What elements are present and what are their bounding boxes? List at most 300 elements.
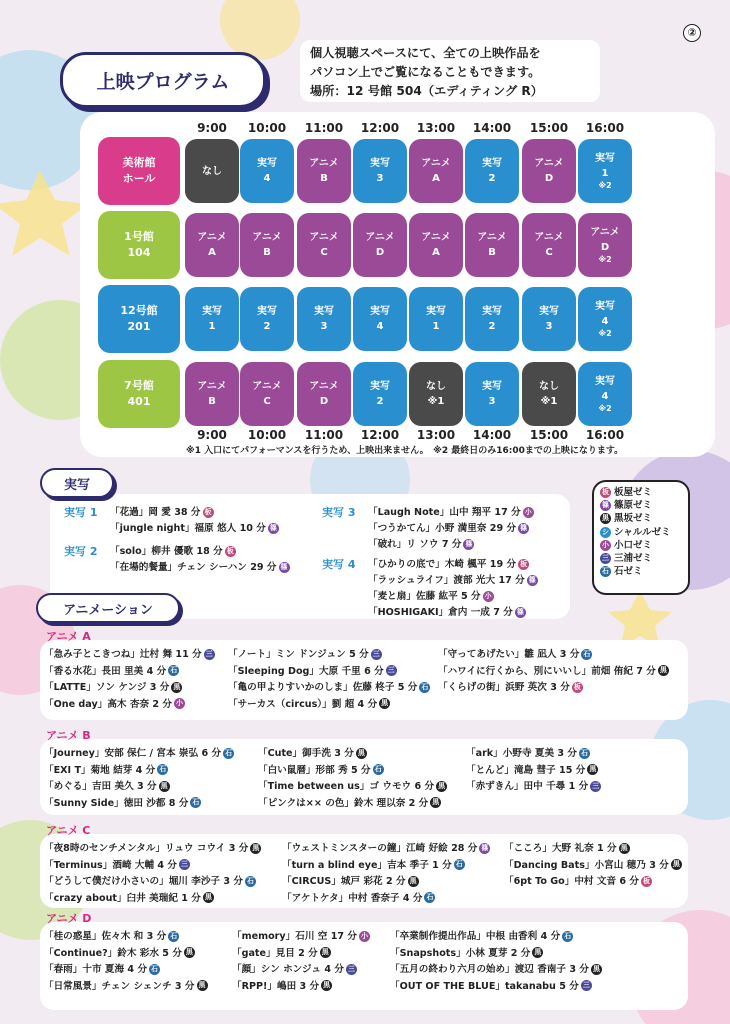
anime-entry bbox=[44, 795, 201, 809]
notice-line: パソコン上でご覧になることもできます。 bbox=[310, 65, 541, 79]
seminar-badge: 三 bbox=[347, 964, 355, 973]
cell-program: A bbox=[432, 247, 440, 258]
cell-type: 実写 bbox=[426, 306, 446, 317]
anime-entry bbox=[466, 745, 590, 759]
hour-label-bottom: 9:00 bbox=[197, 428, 227, 442]
anime-entry bbox=[44, 679, 182, 693]
seminar-badge: シ bbox=[602, 527, 609, 536]
cell-type: アニメ bbox=[590, 227, 620, 238]
schedule-cell bbox=[185, 287, 239, 351]
jissha-entry bbox=[368, 520, 529, 534]
schedule-cell bbox=[297, 362, 351, 426]
entry-title: 「日常風景」チェン シェンチ 3 分 bbox=[44, 980, 195, 992]
entry-title: 「くらげの街」浜野 英次 3 分 bbox=[438, 682, 570, 693]
seminar-badge: 三 bbox=[582, 981, 590, 989]
cell-type: アニメ bbox=[252, 232, 282, 243]
schedule-cell bbox=[465, 139, 519, 203]
entry-title: 「つうかてん」小野 満里奈 29 分 bbox=[368, 523, 517, 534]
cell-type: アニメ bbox=[421, 232, 451, 243]
seminar-badge: 黒 bbox=[160, 781, 168, 790]
cell-program: D bbox=[319, 396, 329, 407]
schedule-cell bbox=[185, 213, 239, 277]
jissha-entry bbox=[368, 536, 474, 550]
anime-entry bbox=[232, 928, 370, 942]
seminar-badge: 石 bbox=[581, 748, 589, 757]
cell-program: 4 bbox=[601, 316, 609, 327]
entry-title: 「顔」シン ホンジュ 4 分 bbox=[232, 964, 344, 975]
seminar-badge: 小 bbox=[524, 507, 532, 516]
venue-label bbox=[98, 360, 180, 428]
jissha-entry bbox=[368, 556, 529, 570]
anime-entry bbox=[282, 890, 435, 904]
schedule-cell bbox=[522, 139, 576, 203]
seminar-badge: 板 bbox=[573, 682, 581, 691]
seminar-badge: 小 bbox=[361, 931, 369, 940]
anime-entry bbox=[44, 857, 190, 871]
cell-type: アニメ bbox=[197, 381, 227, 392]
schedule-cell bbox=[353, 213, 407, 277]
hour-label-top: 12:00 bbox=[360, 121, 400, 135]
jissha-group-label: 実写 3 bbox=[322, 506, 356, 519]
cell-type: 実写 bbox=[595, 153, 615, 164]
venue-name: 美術館 bbox=[122, 156, 156, 169]
entry-title: 「Terminus」酒崎 大輔 4 分 bbox=[44, 859, 178, 871]
entry-title: 「アケトケタ」中村 香奈子 4 分 bbox=[282, 892, 423, 904]
entry-title: 「とんど」滝島 彗子 15 分 bbox=[466, 764, 586, 776]
anime-group-label: アニメ A bbox=[46, 630, 91, 643]
entry-title: 「麦と扇」佐藤 紘平 5 分 bbox=[368, 591, 481, 602]
anime-entry bbox=[44, 696, 185, 710]
schedule-cell bbox=[465, 362, 519, 426]
anime-entry bbox=[44, 745, 234, 759]
notice-line: 場所：12 号館 504（エディティング R） bbox=[310, 84, 543, 98]
seminar-badge: 黒 bbox=[173, 682, 181, 691]
cell-program: 2 bbox=[263, 321, 271, 332]
cell-program: 2 bbox=[488, 173, 496, 184]
seminar-badge: 三 bbox=[372, 649, 380, 658]
anime-entry bbox=[466, 778, 601, 792]
anime-entry bbox=[504, 873, 652, 887]
schedule-cell bbox=[578, 362, 632, 426]
jissha-entry bbox=[110, 520, 279, 534]
entry-title: 「6pt To Go」中村 文音 6 分 bbox=[504, 876, 639, 887]
cell-type: なし bbox=[539, 381, 559, 392]
cell-note: ※2 bbox=[598, 181, 612, 190]
cell-program: D bbox=[544, 173, 554, 184]
schedule-cell bbox=[240, 213, 294, 277]
seminar-badge: 黒 bbox=[589, 765, 597, 773]
entry-title: 「夜8時のセンチメンタル」リュウ コウイ 3 分 bbox=[44, 843, 249, 854]
schedule-cell bbox=[240, 139, 294, 203]
cell-type: 実写 bbox=[314, 306, 334, 317]
schedule-cell bbox=[185, 362, 239, 426]
hour-label-top: 13:00 bbox=[416, 121, 456, 135]
entry-title: 「春雨」十市 夏海 4 分 bbox=[44, 964, 148, 975]
anime-entry bbox=[228, 696, 390, 710]
entry-title: 「サーカス（circus）」劉 超 4 分 bbox=[228, 698, 378, 710]
hour-label-bottom: 14:00 bbox=[472, 428, 512, 442]
seminar-badge: 板 bbox=[226, 546, 234, 555]
schedule-footnote: ※1 入口にてパフォーマンスを行うため、上映出来ません。 ※2 最終日のみ16:00までの上映になります。 bbox=[186, 446, 624, 456]
schedule-cell bbox=[578, 139, 632, 203]
seminar-badge: 石 bbox=[421, 682, 429, 691]
entry-title: 「五月の終わり六月の始め」渡辺 香南子 3 分 bbox=[390, 964, 589, 975]
cell-program: B bbox=[320, 173, 328, 184]
cell-program: C bbox=[263, 396, 271, 407]
hour-label-bottom: 11:00 bbox=[304, 428, 344, 442]
cell-program: 1 bbox=[432, 321, 440, 332]
anime-entry bbox=[44, 873, 256, 887]
seminar-item bbox=[600, 512, 682, 525]
cell-program: 3 bbox=[488, 396, 496, 407]
entry-title: 「crazy about」臼井 美瑞紀 1 分 bbox=[44, 892, 201, 904]
cell-type: アニメ bbox=[197, 232, 227, 243]
jissha-entry bbox=[110, 543, 236, 557]
schedule-cell bbox=[353, 362, 407, 426]
cell-type: 実写 bbox=[482, 158, 502, 169]
schedule-cell bbox=[409, 213, 463, 277]
cell-program: 1 bbox=[601, 168, 609, 179]
entry-title: 「turn a blind eye」吉本 季子 1 分 bbox=[282, 859, 452, 871]
hour-label-top: 14:00 bbox=[472, 121, 512, 135]
entry-title: 「めぐる」吉田 美久 3 分 bbox=[44, 781, 157, 792]
entry-title: 「Continue?」鈴木 彩水 5 分 bbox=[44, 947, 182, 959]
seminar-name: シャルルゼミ bbox=[614, 526, 671, 538]
seminar-item bbox=[600, 499, 682, 512]
seminar-badge: 小 bbox=[175, 699, 183, 707]
seminar-badge: 黒 bbox=[438, 781, 446, 790]
seminar-badge: 板 bbox=[602, 488, 609, 496]
venue-room: 401 bbox=[127, 395, 151, 408]
entry-title: 「Snapshots」小林 夏芽 2 分 bbox=[390, 947, 531, 959]
jissha-entry bbox=[368, 588, 494, 602]
seminar-badge: 黒 bbox=[620, 843, 628, 852]
seminar-badge: 三 bbox=[602, 554, 609, 563]
venue-name: 12号館 bbox=[120, 304, 158, 317]
seminar-badge: 篠 bbox=[481, 843, 489, 852]
cell-note: ※2 bbox=[598, 255, 612, 264]
cell-type: アニメ bbox=[309, 232, 339, 243]
seminar-badge: 小 bbox=[602, 540, 609, 549]
entry-title: 「ラッシュライフ」渡部 光大 17 分 bbox=[368, 575, 525, 586]
schedule-cell bbox=[240, 287, 294, 351]
seminar-badge: 篠 bbox=[602, 501, 609, 510]
jissha-section-title: 実写 bbox=[40, 468, 114, 498]
cell-program: 1 bbox=[208, 321, 216, 332]
entry-title: 「HOSHIGAKI」倉内 一成 7 分 bbox=[368, 607, 513, 618]
anime-entry bbox=[282, 840, 490, 854]
cell-type: 実写 bbox=[257, 158, 277, 169]
entry-title: 「急み子とこきつね」辻村 舞 11 分 bbox=[44, 649, 202, 660]
cell-type: なし bbox=[202, 165, 222, 177]
entry-title: 「どうして僕だけ小さいの」堀川 李沙子 3 分 bbox=[44, 876, 243, 887]
seminar-badge: 黒 bbox=[323, 981, 331, 989]
anime-entry bbox=[44, 646, 215, 660]
seminar-badge: 黒 bbox=[357, 748, 365, 757]
seminar-badge: 三 bbox=[205, 649, 213, 658]
cell-type: アニメ bbox=[477, 232, 507, 243]
cell-program: A bbox=[432, 173, 440, 184]
entry-title: 「solo」柳井 優歌 18 分 bbox=[110, 546, 223, 557]
schedule-cell bbox=[353, 139, 407, 203]
cell-type: 実写 bbox=[370, 381, 390, 392]
seminar-badge: 石 bbox=[192, 798, 200, 806]
schedule-cell bbox=[465, 287, 519, 351]
cell-type: 実写 bbox=[482, 381, 502, 392]
seminar-badge: 板 bbox=[204, 507, 212, 516]
entry-title: 「ノート」ミン ドンジュン 5 分 bbox=[228, 649, 369, 660]
seminar-badge: 黒 bbox=[252, 843, 260, 852]
anime-entry bbox=[44, 778, 170, 792]
hour-label-bottom: 10:00 bbox=[247, 428, 287, 442]
anime-entry bbox=[44, 890, 214, 904]
cell-program: 4 bbox=[376, 321, 384, 332]
hour-label-top: 16:00 bbox=[585, 121, 625, 135]
anime-entry bbox=[258, 795, 441, 809]
hour-label-top: 9:00 bbox=[197, 121, 227, 135]
seminar-badge: 黒 bbox=[534, 948, 542, 956]
entry-title: 「Cute」御手洗 3 分 bbox=[258, 748, 354, 759]
entry-title: 「亀の甲よりすいかのしま」佐藤 柊子 5 分 bbox=[228, 682, 418, 693]
schedule-cell bbox=[522, 287, 576, 351]
anime-entry bbox=[232, 961, 357, 975]
entry-title: 「LATTE」ソン ケンジ 3 分 bbox=[44, 682, 170, 693]
schedule-cell bbox=[409, 139, 463, 203]
seminar-badge: 黒 bbox=[185, 948, 193, 956]
seminar-badge: 石 bbox=[374, 765, 382, 773]
page-number: ② bbox=[683, 24, 701, 42]
cell-note: ※2 bbox=[598, 404, 612, 413]
seminar-badge: 石 bbox=[170, 666, 178, 674]
anime-group-label: アニメ B bbox=[46, 729, 91, 742]
entry-title: 「OUT OF THE BLUE」takanabu 5 分 bbox=[390, 980, 579, 992]
schedule-cell bbox=[409, 287, 463, 351]
entry-title: 「卒業制作提出作品」中根 由香利 4 分 bbox=[390, 931, 561, 942]
entry-title: 「EXI T」菊地 結芽 4 分 bbox=[44, 764, 156, 776]
cell-program: 2 bbox=[376, 396, 384, 407]
entry-title: 「在場的餐量」チェン シーハン 29 分 bbox=[110, 562, 277, 573]
anime-group-label: アニメ D bbox=[46, 912, 92, 925]
seminar-badge: 篠 bbox=[520, 523, 528, 532]
schedule-cell bbox=[578, 287, 632, 351]
cell-type: 実写 bbox=[539, 306, 559, 317]
entry-title: 「memory」石川 空 17 分 bbox=[232, 931, 358, 942]
venue-room: 104 bbox=[127, 246, 151, 259]
entry-title: 「Time between us」ゴ ウモウ 6 分 bbox=[258, 781, 435, 792]
seminar-item bbox=[600, 552, 682, 565]
jissha-entry bbox=[368, 504, 534, 518]
cell-type: 実写 bbox=[595, 376, 615, 387]
seminar-badge: 石 bbox=[225, 748, 233, 757]
schedule-cell bbox=[297, 139, 351, 203]
entry-title: 「jungle night」福原 悠人 10 分 bbox=[110, 523, 266, 534]
seminar-badge: 三 bbox=[181, 860, 189, 868]
anime-entry bbox=[438, 646, 592, 660]
seminar-badge: 黒 bbox=[592, 964, 600, 973]
entry-title: 「Laugh Note」山中 翔平 17 分 bbox=[368, 507, 521, 518]
seminar-name: 篠原ゼミ bbox=[614, 500, 653, 512]
entry-title: 「Journey」安部 保仁 / 宮本 崇弘 6 分 bbox=[44, 748, 222, 759]
seminar-name: 小口ゼミ bbox=[614, 539, 653, 551]
anime-entry bbox=[232, 978, 332, 992]
schedule-cell bbox=[578, 213, 632, 277]
cell-type: 実写 bbox=[482, 306, 502, 317]
entry-title: 「ひかりの底で」木崎 楓平 19 分 bbox=[368, 559, 517, 570]
entry-title: 「破れ」リ ソウ 7 分 bbox=[368, 539, 462, 550]
venue-label bbox=[98, 137, 180, 205]
seminar-badge: 黒 bbox=[204, 893, 212, 901]
seminar-badge: 黒 bbox=[381, 699, 389, 707]
cell-type: 実写 bbox=[370, 158, 390, 169]
anime-entry bbox=[282, 873, 419, 887]
seminar-badge: 石 bbox=[170, 931, 178, 940]
entry-title: 「香る水花」長田 里美 4 分 bbox=[44, 665, 167, 677]
entry-title: 「ウェストミンスターの鐘」江崎 好絵 28 分 bbox=[282, 843, 478, 854]
anime-entry bbox=[504, 857, 682, 871]
anime-entry bbox=[390, 961, 602, 975]
cell-program: 3 bbox=[376, 173, 384, 184]
seminar-badge: 石 bbox=[583, 649, 591, 658]
seminar-badge: 篠 bbox=[269, 523, 277, 532]
venue-room: ホール bbox=[122, 172, 156, 185]
cell-note: ※2 bbox=[598, 329, 612, 338]
schedule-cell bbox=[522, 213, 576, 277]
cell-type: アニメ bbox=[365, 232, 395, 243]
seminar-name: 三浦ゼミ bbox=[614, 553, 653, 565]
anime-entry bbox=[258, 745, 367, 759]
anime-entry bbox=[504, 840, 630, 854]
seminar-badge: 黒 bbox=[659, 666, 667, 674]
anime-entry bbox=[228, 646, 382, 660]
seminar-badge: 黒 bbox=[672, 860, 680, 868]
seminar-badge: 篠 bbox=[516, 607, 524, 616]
cell-type: 実写 bbox=[370, 306, 390, 317]
entry-title: 「One day」高木 杏奈 2 分 bbox=[44, 698, 172, 710]
anime-entry bbox=[258, 778, 447, 792]
seminar-badge: 石 bbox=[159, 765, 167, 773]
anime-entry bbox=[258, 762, 384, 776]
entry-title: 「花過」岡 愛 38 分 bbox=[110, 507, 201, 518]
venue-label bbox=[98, 211, 180, 279]
seminar-badge: 黒 bbox=[198, 981, 206, 989]
schedule-cell bbox=[409, 362, 463, 426]
entry-title: 「gate」見目 2 分 bbox=[232, 947, 318, 959]
seminar-badge: 黒 bbox=[602, 514, 609, 523]
schedule-cell bbox=[240, 362, 294, 426]
entry-title: 「RPP!」嶋田 3 分 bbox=[232, 980, 320, 992]
entry-title: 「Sunny Side」徳田 沙都 8 分 bbox=[44, 797, 189, 809]
jissha-group-label: 実写 4 bbox=[322, 558, 356, 571]
anime-entry bbox=[228, 663, 397, 677]
entry-title: 「こころ」大野 礼奈 1 分 bbox=[504, 843, 617, 854]
anime-entry bbox=[282, 857, 465, 871]
seminar-item bbox=[600, 539, 682, 552]
seminar-badge: 石 bbox=[564, 931, 572, 940]
anime-entry bbox=[232, 945, 331, 959]
venue-room: 201 bbox=[127, 320, 151, 333]
anime-entry bbox=[390, 945, 543, 959]
entry-title: 「ピンクは×× の色」鈴木 理以奈 2 分 bbox=[258, 797, 429, 809]
hour-label-top: 10:00 bbox=[247, 121, 287, 135]
seminar-badge: 黒 bbox=[432, 798, 440, 806]
seminar-badge: 篠 bbox=[465, 539, 473, 548]
anime-entry bbox=[44, 978, 208, 992]
hour-label-top: 11:00 bbox=[304, 121, 344, 135]
entry-title: 「CIRCUS」城戸 彩花 2 分 bbox=[282, 876, 406, 887]
cell-program: C bbox=[320, 247, 328, 258]
notice-line: 個人視聴スペースにて、全ての上映作品を bbox=[310, 46, 541, 60]
seminar-name: 黒坂ゼミ bbox=[614, 513, 653, 525]
anime-entry bbox=[44, 663, 179, 677]
cell-program: 3 bbox=[545, 321, 553, 332]
seminar-badge: 石 bbox=[602, 567, 609, 576]
anime-entry bbox=[390, 928, 573, 942]
entry-title: 「白い鼠暦」形部 秀 5 分 bbox=[258, 764, 371, 776]
cell-type: アニメ bbox=[421, 158, 451, 169]
seminar-name: 板屋ゼミ bbox=[614, 487, 653, 498]
cell-type: アニメ bbox=[534, 158, 564, 169]
anime-entry bbox=[228, 679, 430, 693]
schedule-cell bbox=[297, 287, 351, 351]
seminar-badge: 小 bbox=[484, 591, 492, 600]
cell-program: B bbox=[208, 396, 216, 407]
seminar-item bbox=[600, 526, 682, 539]
entry-title: 「赤ずきん」田中 千尋 1 分 bbox=[466, 781, 589, 792]
jissha-entry bbox=[368, 572, 538, 586]
entry-title: 「Dancing Bats」小宮山 穂乃 3 分 bbox=[504, 859, 669, 871]
notice-box bbox=[300, 40, 600, 102]
seminar-badge: 石 bbox=[246, 876, 254, 885]
anime-entry bbox=[390, 978, 592, 992]
cell-type: 実写 bbox=[202, 306, 222, 317]
cell-type: アニメ bbox=[309, 381, 339, 392]
entry-title: 「桂の惑星」佐々木 和 3 分 bbox=[44, 931, 167, 942]
hour-label-bottom: 13:00 bbox=[416, 428, 456, 442]
jissha-entry bbox=[110, 559, 290, 573]
seminar-badge: 石 bbox=[151, 964, 159, 973]
cell-program: 3 bbox=[320, 321, 328, 332]
jissha-group-label: 実写 1 bbox=[64, 506, 98, 519]
anime-entry bbox=[44, 762, 168, 776]
cell-type: アニメ bbox=[534, 232, 564, 243]
cell-program: C bbox=[545, 247, 553, 258]
hour-label-bottom: 16:00 bbox=[585, 428, 625, 442]
entry-title: 「ark」小野寺 夏美 3 分 bbox=[466, 748, 578, 759]
cell-program: ※1 bbox=[540, 396, 558, 407]
cell-program: ※1 bbox=[427, 396, 445, 407]
hour-label-bottom: 12:00 bbox=[360, 428, 400, 442]
entry-title: 「ハワイに行くから、別にいいし」前畑 侑紀 7 分 bbox=[438, 665, 656, 677]
entry-title: 「守ってあげたい」雛 凪人 3 分 bbox=[438, 649, 580, 660]
anime-entry bbox=[44, 961, 160, 975]
venue-label bbox=[98, 285, 180, 353]
seminar-item bbox=[600, 565, 682, 578]
cell-program: A bbox=[208, 247, 216, 258]
cell-type: アニメ bbox=[309, 158, 339, 169]
anime-entry bbox=[44, 928, 179, 942]
seminar-badge: 黒 bbox=[409, 876, 417, 885]
cell-program: 2 bbox=[488, 321, 496, 332]
seminar-badge: 石 bbox=[426, 893, 434, 901]
schedule-cell bbox=[297, 213, 351, 277]
seminar-badge: 篠 bbox=[528, 575, 536, 584]
seminar-item bbox=[600, 486, 682, 499]
cell-type: 実写 bbox=[257, 306, 277, 317]
seminar-badge: 三 bbox=[592, 781, 600, 790]
entry-title: 「Sleeping Dog」大原 千里 6 分 bbox=[228, 665, 384, 677]
cell-program: 4 bbox=[263, 173, 271, 184]
cell-program: D bbox=[600, 242, 610, 253]
